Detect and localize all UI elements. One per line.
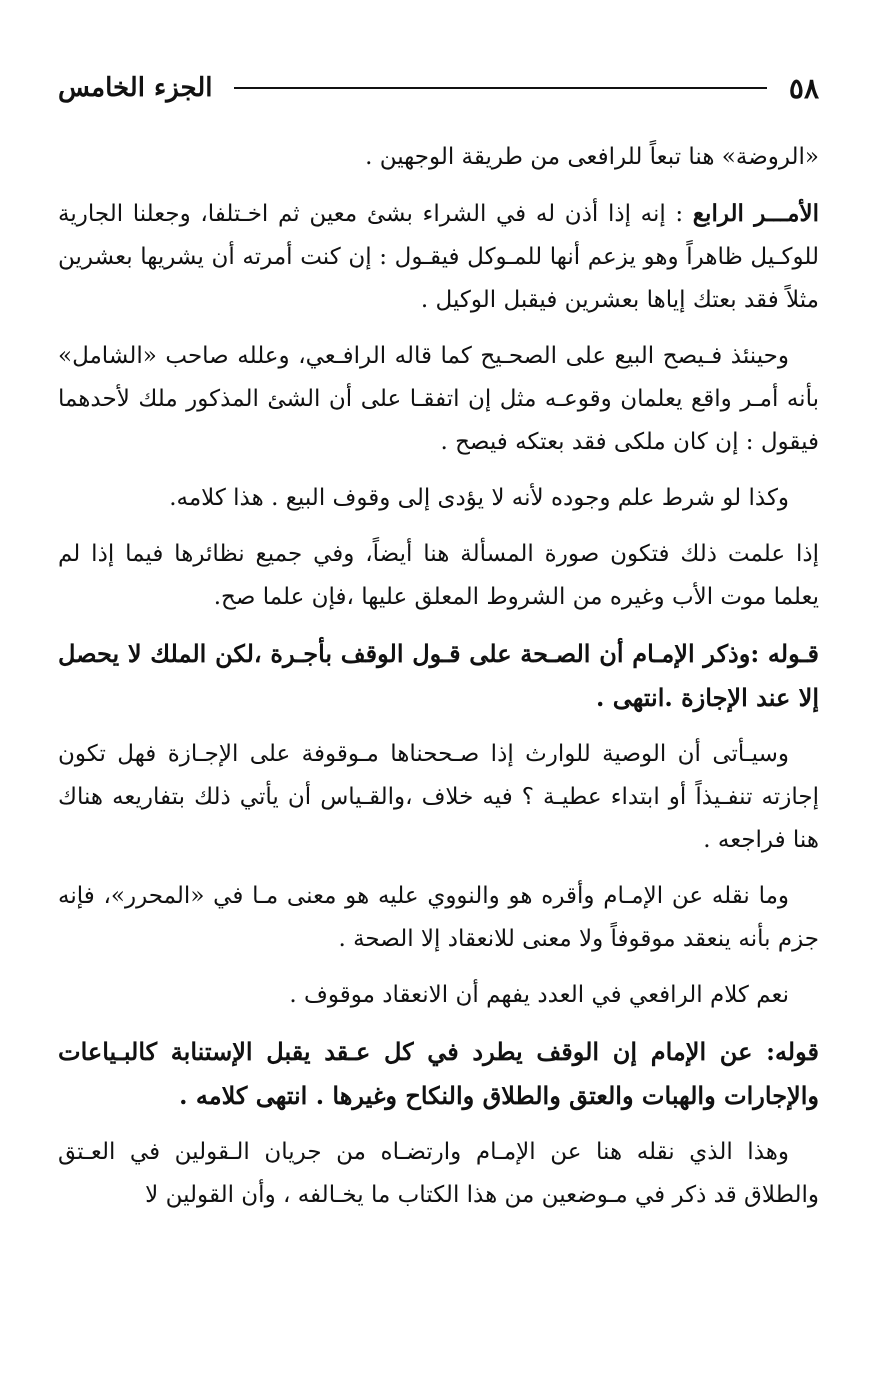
paragraph-text: نعم كلام الرافعي في العدد يفهم أن الانعقاد موقوف . [289,982,789,1008]
paragraph-4 [58,477,819,520]
quotation-2 [58,1030,819,1118]
paragraph-text: «الروضة» هنا تبعاً للرافعى من طريقة الوجهين . [365,144,819,170]
paragraph-text: وما نقله عن الإمـام وأقره هو والنووي عليه هو معنى مـا في «المحرر»، فإنه جزم بأنه ينعقد موقوفاً ولا معنى للانعقاد إلا الصحة . [58,883,819,952]
paragraph-text: إذا علمت ذلك فتكون صورة المسألة هنا أيضاً، وفي جميع نظائرها فيما إذا لم يعلما موت الأب وغيره من الشروط المعلق عليها ،فإن علما صح. [58,541,819,610]
quotation-1 [58,632,819,720]
paragraph-lead: الأمـــر الرابع [692,200,819,227]
paragraph-3 [58,335,819,464]
paragraph-2 [58,192,819,322]
quotation-text: قوله: عن الإمام إن الوقف يطرد في كل عـقد يقبل الإستنابة كالبـياعات والإجارات والهبات والعتق والطلاق والنكاح وغيرها . انتهى كلامه . [58,1037,819,1110]
quotation-text: قـوله :وذكر الإمـام أن الصـحة على قـول الوقف بأجـرة ،لكن الملك لا يحصل إلا عند الإجازة .انتهى . [58,639,819,712]
paragraph-7 [58,733,819,862]
running-title: الجزء الخامس [58,73,213,103]
paragraph-9 [58,974,819,1017]
paragraph-text: وحينئذ فـيصح البيع على الصحـيح كما قاله الرافـعي، وعلله صاحب «الشامل» بأنه أمـر واقع يعلمان وقوعـه مثل إن اتفقـا على أن الشئ المذكور ملك لأحدهما فيقول : إن كان ملكى فقد بعتكه فيصح . [58,343,819,455]
paragraph-11 [58,1131,819,1217]
paragraph-text: : إنه إذا أذن له في الشراء بشئ معين ثم اخـتلفا، وجعلنا الجارية للوكـيل ظاهراً وهو يزعم أنها للمـوكل فيقـول : إن كنت أمرته أن يشريها بعشرين مثلاً فقد بعتك إياها بعشرين فيقبل الوكيل . [58,201,819,313]
paragraph-text: وهذا الذي نقله هنا عن الإمـام وارتضـاه من جريان الـقولين في العـتق والطلاق قد ذكر في مـوضعين من هذا الكتاب ما يخـالفه ، وأن القولين لا [58,1139,819,1208]
page-number: ٥٨ [788,71,819,105]
paragraph-text: وسيـأتى أن الوصية للوارث إذا صـححناها مـوقوفة على الإجـازة فهل تكون إجازته تنفـيذاً أو ابتداء عطيـة ؟ فيه خلاف ،والقـياس أن يأتي ذلك بتفاريعه هناك هنا فراجعه . [58,741,819,853]
paragraph-8 [58,875,819,961]
paragraph-text: وكذا لو شرط علم وجوده لأنه لا يؤدى إلى وقوف البيع . هذا كلامه. [169,485,789,511]
header-rule [234,87,766,89]
page-header [58,62,819,114]
paragraph-1 [58,136,819,179]
paragraph-5 [58,533,819,619]
